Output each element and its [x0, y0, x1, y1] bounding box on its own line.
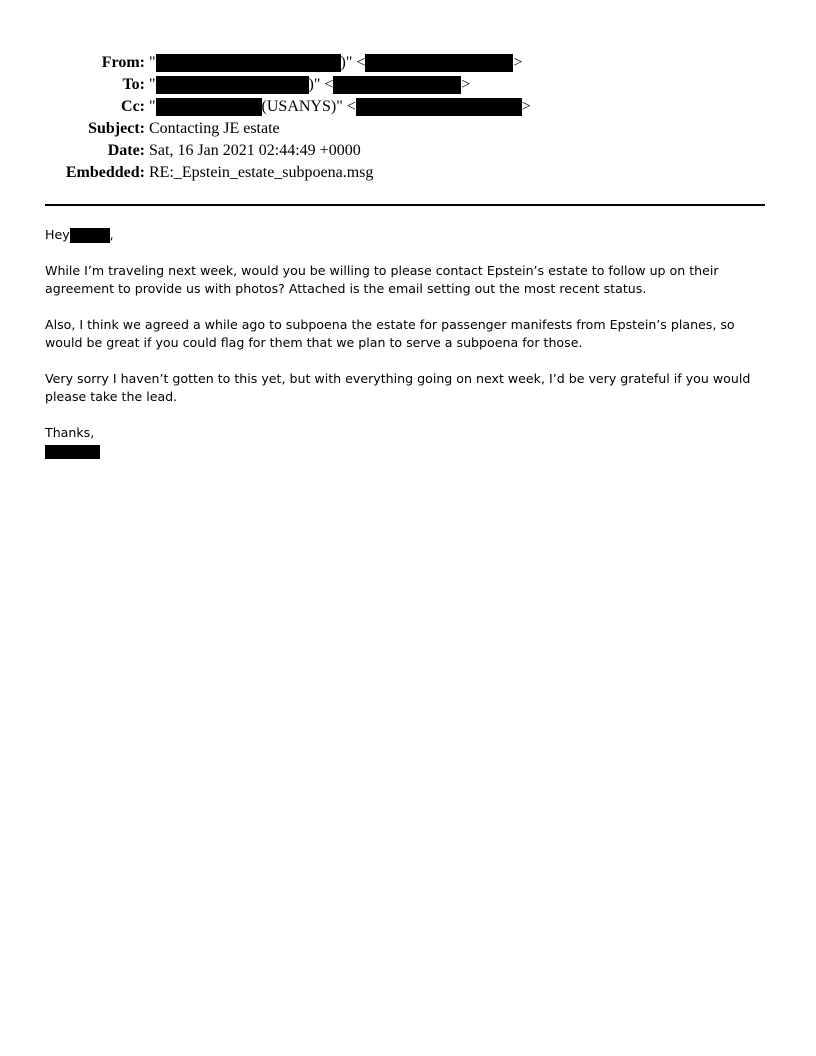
embedded-label: Embedded: [65, 164, 145, 181]
to-close-quote: )" < [308, 76, 334, 93]
cc-name-redaction [156, 98, 262, 116]
from-email-redaction [365, 54, 513, 72]
embedded-attachment: RE:_Epstein_estate_subpoena.msg [149, 164, 374, 181]
recipient-name-redaction [70, 228, 110, 243]
subject-value: Contacting JE estate [149, 120, 280, 137]
cc-email-redaction [356, 98, 522, 116]
cc-open-quote: " [149, 98, 156, 115]
embedded-row [40, 162, 600, 184]
cc-label: Cc: [121, 98, 145, 115]
signature [45, 442, 770, 460]
body-paragraph-1: While I’m traveling next week, would you be willing to please contact Epstein’s estate to follow up on their agreement to provide us with photos? Attached is the email setting out the most recent status. [45, 263, 719, 296]
subject-label: Subject: [88, 120, 145, 137]
email-body [45, 226, 770, 460]
to-tail: > [461, 76, 471, 93]
greeting-suffix: , [109, 227, 114, 242]
to-email-redaction [333, 76, 461, 94]
signoff: Thanks, [45, 425, 95, 440]
to-row [40, 74, 600, 96]
from-value [149, 54, 522, 72]
header-divider [45, 204, 765, 206]
to-label: To: [122, 76, 145, 93]
from-label: From: [101, 54, 145, 71]
from-open-quote: " [149, 54, 156, 71]
date-row [40, 140, 600, 162]
body-paragraph-3: Very sorry I haven’t gotten to this yet, but with everything going on next week, I’d be very grateful if you would please take the lead. [45, 371, 751, 404]
from-tail: > [513, 54, 523, 71]
to-value [149, 76, 470, 94]
signature-redaction [45, 445, 100, 459]
cc-tail: > [521, 98, 531, 115]
email-header [40, 52, 600, 184]
greeting [45, 226, 770, 244]
cc-row [40, 96, 600, 118]
to-open-quote: " [149, 76, 156, 93]
body-paragraph-2: Also, I think we agreed a while ago to subpoena the estate for passenger manifests from Epstein’s planes, so would be great if you could flag for them that we plan to serve a subpoena for those. [45, 317, 735, 350]
cc-org: (USANYS)" < [261, 98, 356, 115]
subject-row [40, 118, 600, 140]
from-name-redaction [156, 54, 341, 72]
from-close-quote: )" < [340, 54, 366, 71]
to-name-redaction [156, 76, 309, 94]
cc-value [149, 98, 531, 116]
date-value: Sat, 16 Jan 2021 02:44:49 +0000 [149, 142, 361, 159]
from-row [40, 52, 600, 74]
date-label: Date: [107, 142, 145, 159]
greeting-prefix: Hey [45, 227, 70, 242]
